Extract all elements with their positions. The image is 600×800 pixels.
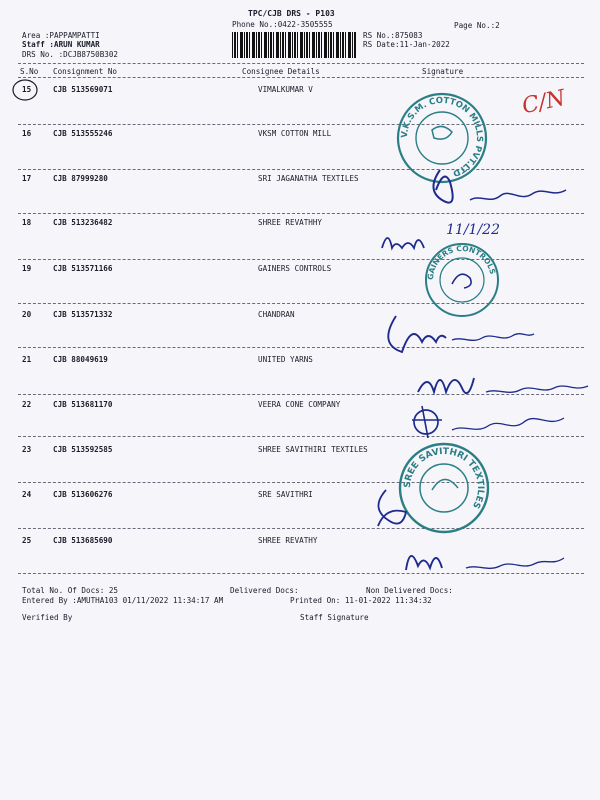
row-consignee: VIMALKUMAR V <box>258 85 313 94</box>
row-serial: 24 <box>22 490 32 499</box>
row-serial: 19 <box>22 264 32 273</box>
column-header-sno: S.No <box>20 67 39 76</box>
printed-on: Printed On: 11-01-2022 11:34:32 <box>290 596 432 605</box>
staff-signature-label: Staff Signature <box>300 613 369 622</box>
row-consignment-number: CJB 513685690 <box>53 536 113 545</box>
row-serial: 25 <box>22 536 32 545</box>
page-number: Page No.:2 <box>454 21 500 30</box>
row-serial: 18 <box>22 218 32 227</box>
row-serial: 15 <box>22 85 32 94</box>
document-title: TPC/CJB DRS - P103 <box>248 9 335 18</box>
svg-text:SREE SAVITHRI TEXTILES: SREE SAVITHRI TEXTILES <box>402 446 486 510</box>
row-consignment-number: CJB 513606276 <box>53 490 113 499</box>
row-consignee: SRI JAGANATHA TEXTILES <box>258 174 359 183</box>
row-consignment-number: CJB 513681170 <box>53 400 113 409</box>
signature-row24 <box>366 480 426 540</box>
row18-date-annotation: 11/1/22 <box>446 222 500 238</box>
row-serial: 21 <box>22 355 32 364</box>
row-consignee: SRE SAVITHRI <box>258 490 313 499</box>
column-header-signature: Signature <box>422 67 464 76</box>
cn-annotation: C/N <box>519 85 568 120</box>
column-header-consignee: Consignee Details <box>242 67 320 76</box>
barcode <box>232 32 356 58</box>
drs-number: DRS No. :DCJB8750B302 <box>22 50 119 59</box>
row-consignee: CHANDRAN <box>258 310 295 319</box>
non-delivered-docs: Non Delivered Docs: <box>366 586 453 595</box>
row-consignee: VEERA CONE COMPANY <box>258 400 341 409</box>
row-serial: 23 <box>22 445 32 454</box>
phone-number: Phone No.:0422-3505555 <box>232 20 333 29</box>
row-consignee: SHREE REVATHY <box>258 536 318 545</box>
row-serial: 17 <box>22 174 32 183</box>
svg-text:GAINERS CONTROLS: GAINERS CONTROLS <box>425 243 498 281</box>
table-row <box>0 129 600 143</box>
row-consignee: VKSM COTTON MILL <box>258 129 332 138</box>
total-docs: Total No. Of Docs: 25 <box>22 586 119 595</box>
table-row <box>0 490 600 504</box>
row-consignment-number: CJB 513555246 <box>53 129 113 138</box>
circle-mark-icon <box>6 76 46 106</box>
row-consignment-number: CJB 88049619 <box>53 355 108 364</box>
delivered-docs: Delivered Docs: <box>230 586 299 595</box>
verified-by: Verified By <box>22 613 73 622</box>
entered-by: Entered By :AMUTHA103 01/11/2022 11:34:17 AM <box>22 596 224 605</box>
row-consignment-number: CJB 513592585 <box>53 445 113 454</box>
row-consignee: GAINERS CONTROLS <box>258 264 332 273</box>
row-consignment-number: CJB 513236482 <box>53 218 113 227</box>
signature-row22 <box>400 400 600 450</box>
column-divider <box>18 77 584 78</box>
table-row <box>0 264 600 278</box>
svg-text:V.K.S.M. COTTON MILLS PVT.LTD: V.K.S.M. COTTON MILLS PVT.LTD <box>399 95 485 179</box>
row-serial: 22 <box>22 400 32 409</box>
signature-row25 <box>400 540 600 580</box>
rs-date: RS Date:11-Jan-2022 <box>363 40 450 49</box>
row-consignment-number: CJB 513571332 <box>53 310 113 319</box>
row-consignee: SHREE SAVITHIRI TEXTILES <box>258 445 368 454</box>
row-consignee: UNITED YARNS <box>258 355 313 364</box>
row-serial: 16 <box>22 129 32 138</box>
column-header-consignment: Consignment No <box>53 67 118 76</box>
table-row <box>0 85 600 99</box>
row-consignment-number: CJB 87999280 <box>53 174 108 183</box>
area-label: Area :PAPPAMPATTI <box>22 31 100 40</box>
row-consignment-number: CJB 513569071 <box>53 85 113 94</box>
staff-label: Staff :ARUN KUMAR <box>22 40 100 49</box>
row-consignment-number: CJB 513571166 <box>53 264 113 273</box>
signature-row20 <box>376 308 556 358</box>
header-divider <box>18 63 584 64</box>
row-serial: 20 <box>22 310 32 319</box>
signature-row17 <box>400 160 600 230</box>
rs-number: RS No.:875083 <box>363 31 423 40</box>
row-consignee: SHREE REVATHHY <box>258 218 323 227</box>
